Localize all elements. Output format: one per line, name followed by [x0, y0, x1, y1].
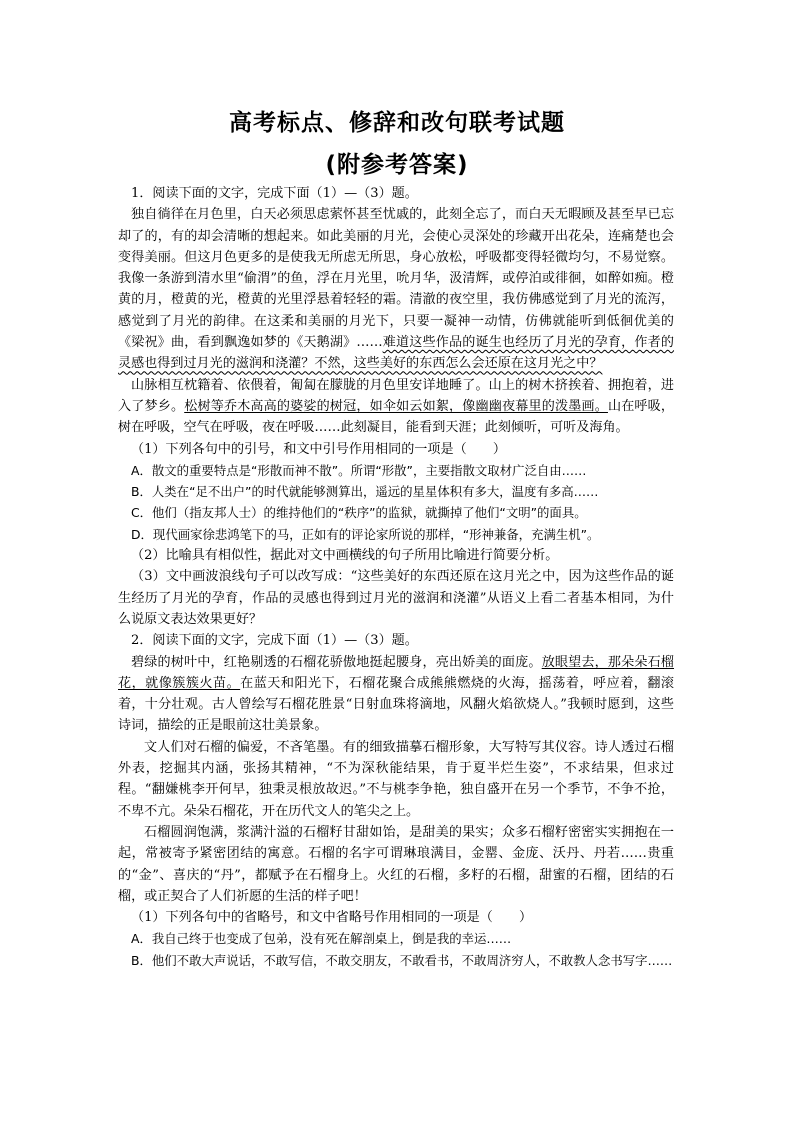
q2-option-a: A．我自己终于也变成了包弟，没有死在解剖桌上，倒是我的幸运…… [131, 931, 512, 947]
q1-paragraph-2 [118, 375, 674, 439]
q2-option-b: B．他们不敢大声说话，不敢写信，不敢交朋友，不敢看书，不敢周济穷人，不敢教人念书写字…… [131, 952, 673, 968]
q1-option-d: D．现代画家徐悲鸿笔下的马，正如有的评论家所说的那样，“形神兼备，充满生机”。 [131, 526, 600, 542]
q1-paragraph-2-text-b: 山在呼吸，树在呼吸，空气在呼吸，夜在呼吸……此刻凝目，能看到天涯；此刻倾听，可听及海角。 [118, 398, 675, 436]
q2-paragraph-1 [118, 652, 674, 737]
q2-underlined-sentence: 放眼望去，那朵朵石榴花，就像簇簇火苗。 [118, 654, 675, 691]
document-title: 高考标点、修辞和改句联考试题 [229, 110, 565, 136]
q2-paragraph-2: 文人们对石榴的偏爱，不吝笔墨。有的细致描摹石榴形象，大写特写其仪容。诗人透过石榴外表，挖掘其内涵，张扬其精神，“不为深秋能结果，肯于夏半烂生姿”，不求结果，但求过程。“翻嫌桃李开何早，独秉灵根放故迟。”不与桃李争艳，独自盛开在另一个季节，不争不抢，不卑不亢。朵朵石榴花，开在历代文人的笔尖之上。 [118, 739, 674, 819]
q2-paragraph-1-text-b: 在蓝天和阳光下，石榴花聚合成熊熊燃烧的火海，摇荡着，呼应着，翻滚着，十分壮观。古人曾绘写石榴花胜景“日射血珠将滴地，风翻火焰欲烧人。”我顿时愿到，这些诗词，描绘的正是眼前这壮美景象。 [118, 675, 675, 734]
q1-option-c: C．他们（指友邦人士）的维持他们的“秩序”的监狱，就撕掉了他们“文明”的面具。 [131, 505, 587, 521]
underlined-sentence: 松树等乔木高高的婆娑的树冠，如伞如云如絮，像幽幽夜幕里的泼墨画。 [184, 398, 608, 414]
q1-paragraph-2-text-a: 山脉相互枕籍着、依偎着，匍匐在朦胧的月色里安详地睡了。山上的树木挤挨着、拥抱着，进入了梦乡。 [118, 377, 674, 414]
q1-sub-question-2: （2）比喻具有相似性，据此对文中画横线的句子所用比喻进行简要分析。 [131, 548, 559, 564]
q1-option-a: A．散文的重要特点是“形散而神不散”。所谓“形散”，主要指散文取材广泛自由…… [131, 462, 587, 478]
q2-paragraph-3: 石榴圆润饱满，浆满汁溢的石榴籽甘甜如饴，是甜美的果实；众多石榴籽密密实实拥抱在一起，常被寄予紧密团结的寓意。石榴的名字可谓琳琅满目，金罂、金庞、沃丹、丹若……贵重的“金”、喜庆的“丹”，都赋予在石榴身上。火红的石榴，多籽的石榴，甜蜜的石榴，团结的石榴，或正契合了人们祈愿的生活的样子吧！ [118, 824, 674, 904]
document-subtitle: (附参考答案) [325, 152, 469, 178]
q1-option-b: B．人类在“足不出户”的时代就能够测算出，遥远的星星体积有多大，温度有多高…… [131, 484, 599, 500]
document-body [118, 183, 674, 971]
q1-sub-question-3: （3）文中画波浪线句子可以改写成：“这些美好的东西还原在这月光之中，因为这些作品的诞生经历了月光的孕育，作品的灵感也得到过月光的滋润和浇灌”从语义上看二者基本相同，为什么说原文表达效果更好？ [118, 569, 674, 627]
question-2-intro: 2．阅读下面的文字，完成下面（1）—（3）题。 [131, 633, 418, 649]
q2-paragraph-1-text-a: 碧绿的树叶中，红艳剔透的石榴花骄傲地挺起腰身，亮出娇美的面庞。 [131, 654, 542, 670]
q2-sub-question-1: （1）下列各句中的省略号，和文中省略号作用相同的一项是（ ） [131, 910, 533, 926]
question-1-intro: 1．阅读下面的文字，完成下面（1）—（3）题。 [131, 186, 418, 201]
q1-paragraph-1 [118, 204, 674, 374]
q1-sub-question-1: （1）下列各句中的引号，和文中引号作用相同的一项是（ ） [131, 441, 506, 457]
wavy-underlined-sentence: 难道这些作品的诞生也经历了月光的孕育，作者的灵感也得到过月光的滋润和浇灌？不然，这些美好的东西怎么会还原在这月光之中？ [118, 335, 675, 372]
q1-paragraph-1-text: 独自徜徉在月色里，白天必须思虑萦怀甚至忧戚的，此刻全忘了，而白天无暇顾及甚至早已忘却了的，有的却会清晰的想起来。如此美丽的月光，会使心灵深处的珍藏开出花朵，连痛楚也会变得美丽。但这月色更多的是使我无所虑无所思，身心放松，呼吸都变得轻微均匀，不易觉察。我像一条游到清水里“偷渭”的鱼，浮在月光里，吮月华，汲清辉，或停泊或徘徊，如醉如痴。橙黄的月，橙黄的光，橙黄的光里浮悬着轻轻的霜。清澈的夜空里，我仿佛感觉到了月光的流泻，感觉到了月光的韵律。在这柔和美丽的月光下，只要一凝神一动情，仿佛就能听到低徊优美的《梁祝》曲，看到飘逸如梦的《天鹅湖》…… [118, 207, 674, 351]
